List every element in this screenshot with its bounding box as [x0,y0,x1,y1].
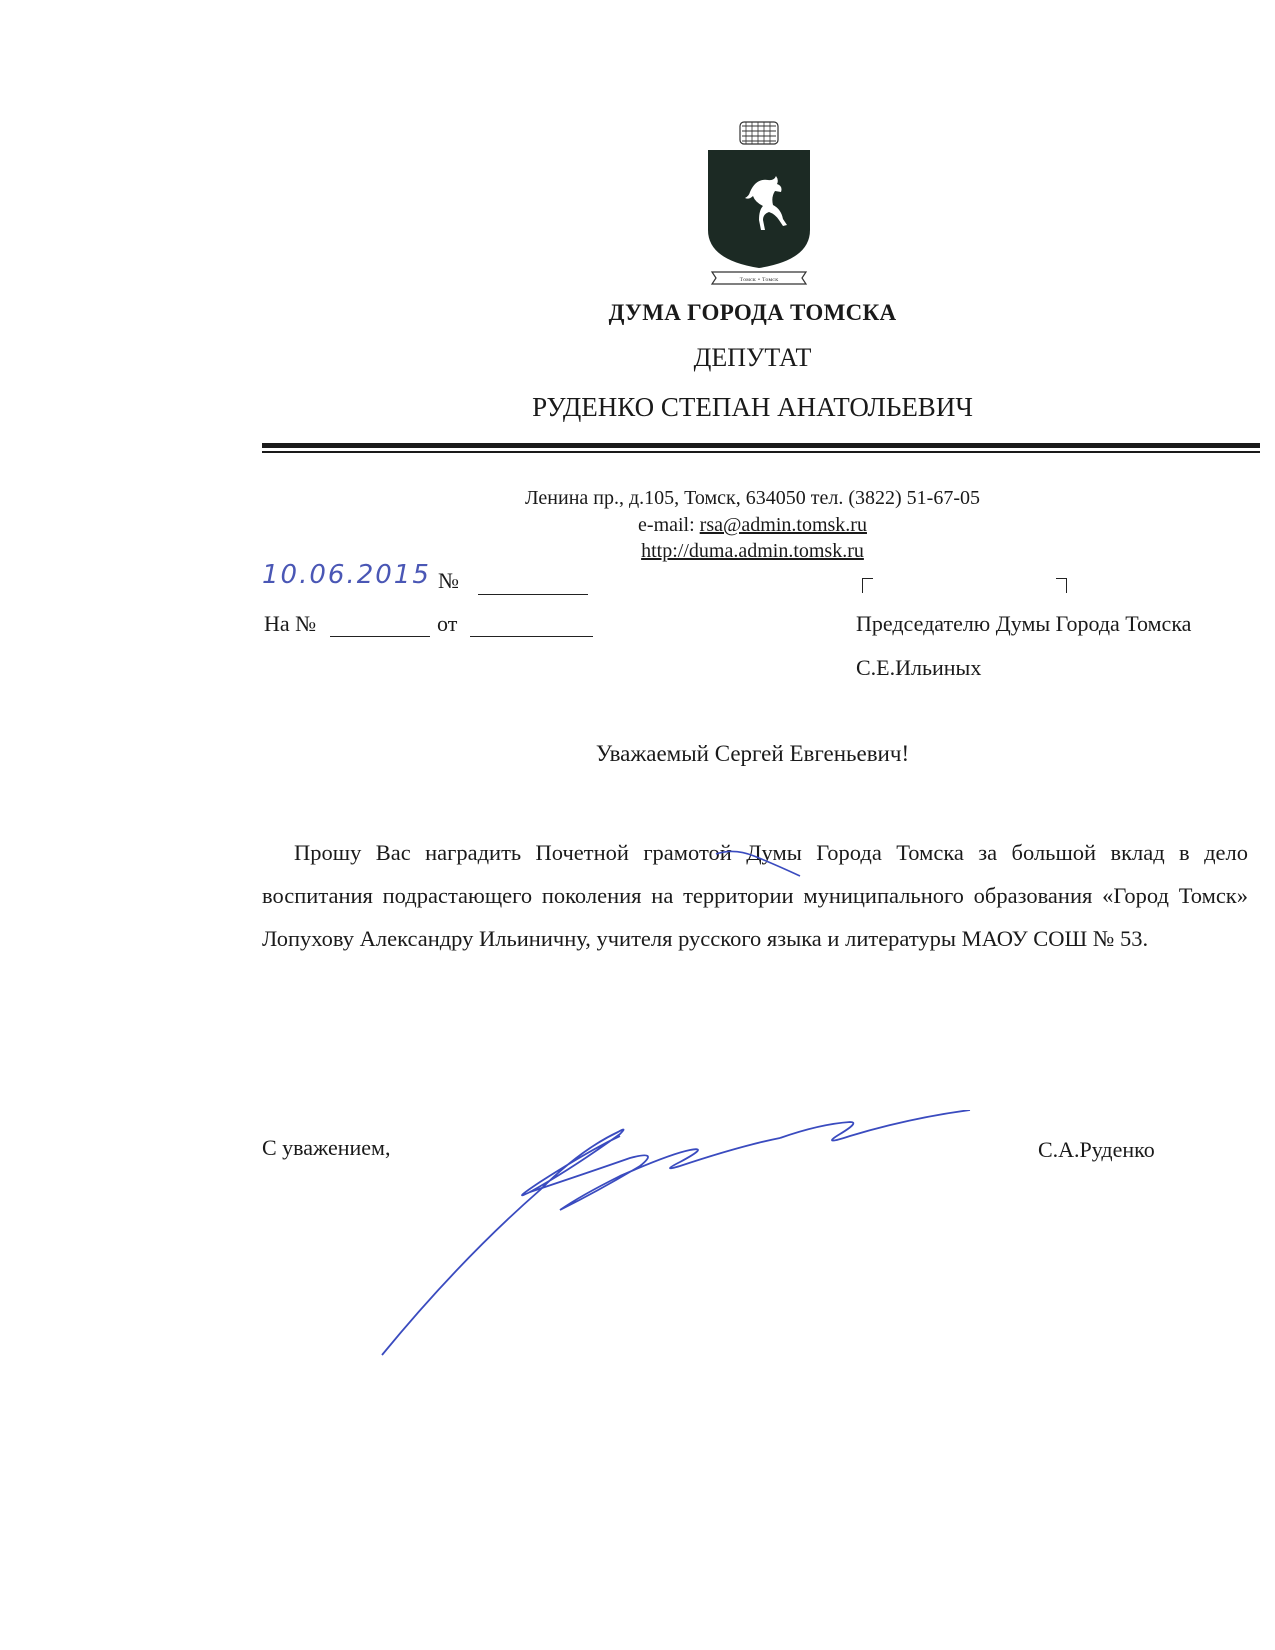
organization-title: ДУМА ГОРОДА ТОМСКА [608,300,897,325]
reply-number-label: На № [264,611,317,636]
svg-text:Томск • Томск: Томск • Томск [739,277,779,283]
email-label: e-mail: [638,514,700,536]
reply-date-label: от [437,611,458,636]
shield-icon [708,150,810,268]
recipient-name: С.Е.Ильиных [856,655,982,680]
website-link[interactable]: http://duma.admin.tomsk.ru [641,540,864,562]
letter-greeting: Уважаемый Сергей Евгеньевич! [595,741,910,766]
header-divider-thick [262,443,1260,448]
contact-website [0,540,1275,563]
outgoing-number-blank [478,594,588,595]
reply-date-blank [470,636,593,637]
crown-icon [740,122,778,144]
address-corner-right [1056,578,1067,593]
email-link[interactable]: rsa@admin.tomsk.ru [699,514,867,536]
header-divider-thin [262,451,1260,453]
letter-body: Прошу Вас наградить Почетной грамотой Думы Города Томска за большой вклад в дело воспитания подрастающего поколения на территории муниципального образования «Город Томск» Лопухову Александру Ильиничну, учителя русского языка и литературы МАОУ СОШ № 53. [262,840,1248,951]
outgoing-number-label: № [438,568,459,593]
letter-closing: С уважением, [262,1135,391,1160]
coat-of-arms-emblem [706,120,812,285]
handwritten-date: 10.06.2015 [262,560,431,590]
pen-mark [714,846,804,880]
person-name: РУДЕНКО СТЕПАН АНАТОЛЬЕВИЧ [532,392,973,422]
contact-address: Ленина пр., д.105, Томск, 634050 тел. (3822) 51-67-05 [525,487,980,509]
handwritten-signature [380,1110,1020,1360]
address-corner-left [862,578,873,593]
recipient-title: Председателю Думы Города Томска [856,611,1192,636]
signer-name: С.А.Руденко [1038,1137,1155,1162]
reply-number-blank [330,636,430,637]
contact-email [0,514,1275,537]
role-title: ДЕПУТАТ [693,343,812,372]
ribbon-icon [712,272,806,284]
